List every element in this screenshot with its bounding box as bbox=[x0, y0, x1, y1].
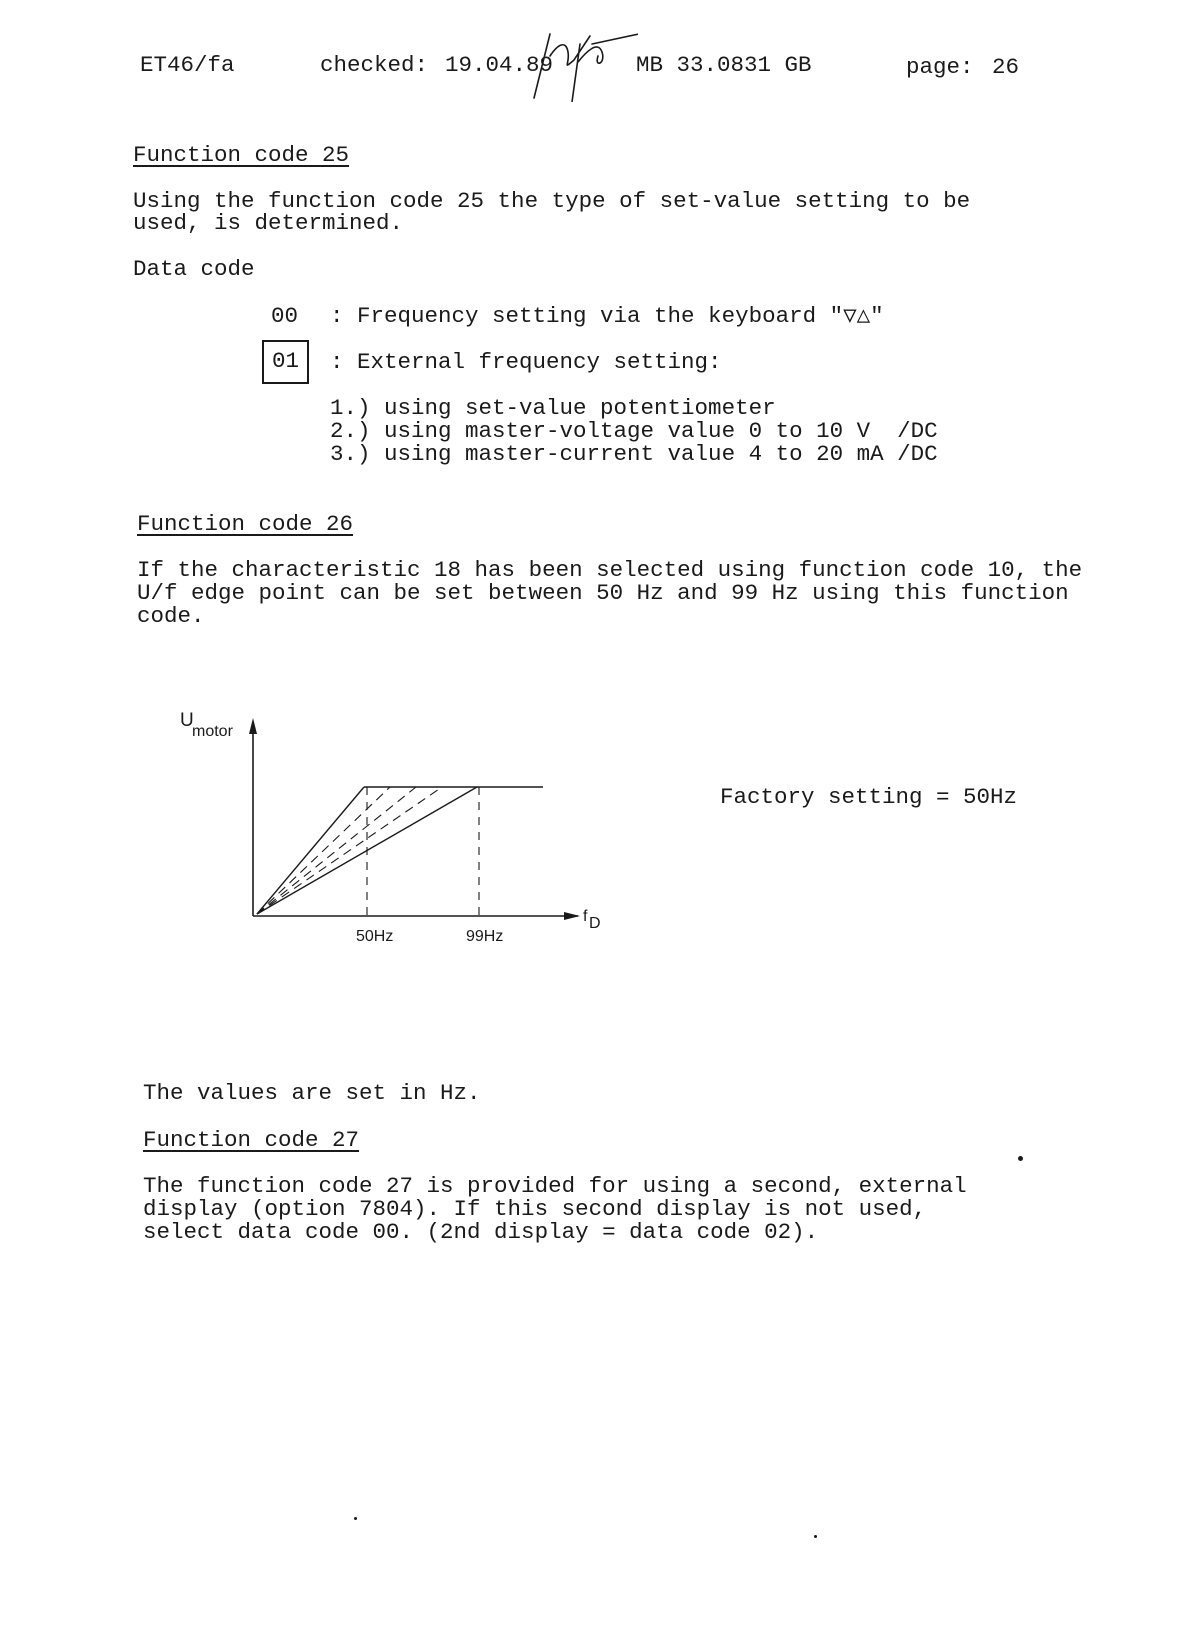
x-axis-label: f bbox=[583, 908, 588, 925]
page-label: page: bbox=[906, 54, 974, 80]
fc26-desc-line3: code. bbox=[137, 603, 205, 629]
y-axis-arrowhead bbox=[249, 718, 257, 734]
units-note: The values are set in Hz. bbox=[143, 1080, 481, 1106]
option-code-01-boxed: 01 bbox=[262, 340, 309, 384]
scan-speck bbox=[354, 1517, 357, 1520]
checked-date: 19.04.89 bbox=[445, 52, 554, 78]
fc25-desc-line2: used, is determined. bbox=[133, 210, 404, 236]
checked-label: checked: bbox=[320, 52, 429, 78]
scan-speck bbox=[814, 1535, 817, 1538]
tick-label-99hz: 99Hz bbox=[466, 928, 504, 945]
scan-speck bbox=[1018, 1156, 1023, 1161]
sub-item-2: 2.) using master-voltage value 0 to 10 V /DC bbox=[330, 418, 938, 444]
sub-item-1: 1.) using set-value potentiometer bbox=[330, 395, 776, 421]
page-number: 26 bbox=[992, 54, 1020, 80]
fc27-title: Function code 27 bbox=[143, 1127, 360, 1153]
y-axis-label-sub: motor bbox=[192, 723, 233, 740]
fc25-title: Function code 25 bbox=[133, 142, 350, 168]
characteristic-dashed-1 bbox=[257, 787, 390, 914]
option-text-00: : Frequency setting via the keyboard "▽△" bbox=[330, 303, 884, 329]
fc27-desc-line2: display (option 7804). If this second display is not used, bbox=[143, 1196, 927, 1222]
factory-setting: Factory setting = 50Hz bbox=[720, 784, 1018, 810]
data-code-label: Data code bbox=[133, 256, 255, 282]
fc27-desc-line1: The function code 27 is provided for using a second, external bbox=[143, 1173, 967, 1199]
fc25-desc-line1: Using the function code 25 the type of set-value setting to be bbox=[133, 188, 971, 214]
doc-ref: ET46/fa bbox=[140, 52, 235, 78]
tick-label-50hz: 50Hz bbox=[356, 928, 394, 945]
characteristic-dashed-2 bbox=[257, 787, 416, 914]
option-code-00: 00 bbox=[271, 303, 299, 329]
fc26-title: Function code 26 bbox=[137, 511, 354, 537]
characteristic-50hz bbox=[257, 787, 364, 914]
fc27-desc-line3: select data code 00. (2nd display = data code 02). bbox=[143, 1219, 819, 1245]
fc26-desc-line2: U/f edge point can be set between 50 Hz and 99 Hz using this function bbox=[137, 580, 1069, 606]
y-axis-label: U bbox=[180, 710, 194, 731]
fc26-desc-line1: If the characteristic 18 has been selected using function code 10, the bbox=[137, 557, 1083, 583]
checked-signature bbox=[528, 30, 638, 102]
characteristic-dashed-3 bbox=[257, 787, 442, 914]
x-axis-label-sub: D bbox=[589, 915, 601, 932]
uf-characteristic-diagram bbox=[150, 710, 620, 970]
sub-item-3: 3.) using master-current value 4 to 20 mA /DC bbox=[330, 441, 938, 467]
option-text-01: : External frequency setting: bbox=[330, 349, 722, 375]
x-axis-arrowhead bbox=[564, 912, 580, 920]
doc-number: MB 33.0831 GB bbox=[636, 52, 812, 78]
